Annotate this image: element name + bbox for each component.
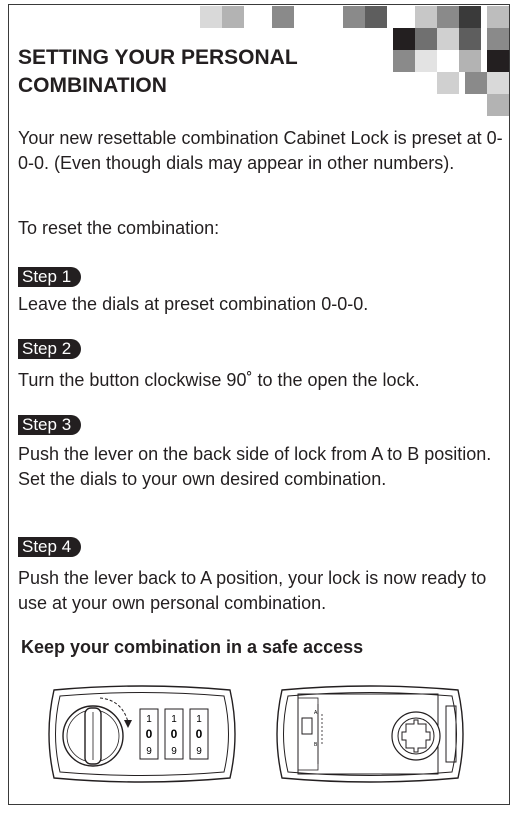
dial-digit: 9: [171, 746, 177, 757]
dial-digit: 1: [171, 714, 177, 725]
intro-paragraph: Your new resettable combination Cabinet Lock is preset at 0-0-0. (Even though dials may appear in other numbers).: [18, 128, 503, 173]
combination-dials: [140, 709, 208, 759]
dial-digit: 0: [145, 727, 153, 741]
step-3-text: Push the lever on the back side of lock from A to B position. Set the dials to your own desired combination.: [18, 444, 492, 489]
dial-digit: 9: [196, 746, 202, 757]
step-1-badge: Step 1: [18, 267, 81, 287]
keep-combination-note: Keep your combination in a safe access: [21, 637, 364, 657]
rotary-knob-icon: [63, 706, 123, 766]
lock-back-diagram: [268, 684, 473, 784]
step-3-badge: Step 3: [18, 415, 81, 435]
dial-digit: 0: [170, 727, 178, 741]
step-2-badge: Step 2: [18, 339, 81, 359]
dial-digit: 1: [146, 714, 152, 725]
step-1-text: Leave the dials at preset combination 0-0-0.: [18, 294, 369, 314]
step-4-badge: Step 4: [18, 537, 81, 557]
step-4-text: Push the lever back to A position, your lock is now ready to use at your own personal combination.: [18, 568, 487, 613]
dial-digit: 0: [195, 727, 203, 741]
page-title: SETTING YOUR PERSONAL COMBINATION: [18, 46, 298, 97]
lever-position-label: B: [314, 742, 318, 748]
dial-digit: 1: [196, 714, 202, 725]
dial-digit: 9: [146, 746, 152, 757]
reset-heading: To reset the combination:: [18, 218, 220, 238]
lever-position-label: A: [314, 710, 318, 716]
cam-gear-icon: [392, 712, 440, 760]
step-2-text: Turn the button clockwise 90˚ to the open the lock.: [18, 370, 420, 390]
lock-front-diagram: [40, 684, 245, 784]
